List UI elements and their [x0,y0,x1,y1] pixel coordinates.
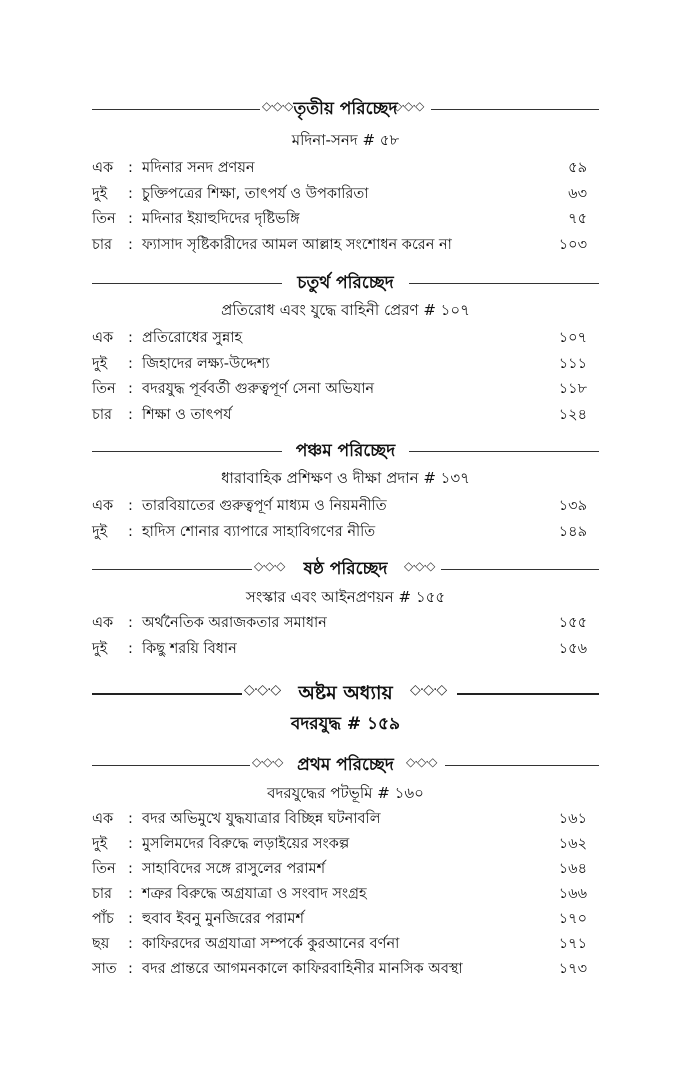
section-subtitle: প্রতিরোধ এবং যুদ্ধে বাহিনী প্রেরণ # ১০৭ [221,301,470,319]
entry-page: ১০৭ [558,330,587,346]
entry-number: চার [92,407,113,423]
ornament-icon: ◇·◇·◇ [410,682,447,698]
entry-title: বদরযুদ্ধ পূর্ববর্তী গুরুত্বপূর্ণ সেনা অভিযান [142,381,375,397]
entry-title: সাহাবিদের সঙ্গে রাসুলের পরামর্শ [142,861,326,877]
entry-number: এক [92,160,114,176]
entry-title: হাদিস শোনার ব্যাপারে সাহাবিগণের নীতি [142,524,376,540]
entry-number: তিন [92,381,116,397]
section-heading [92,752,599,780]
section-subtitle: সংস্কার এবং আইনপ্রণয়ন # ১৫৫ [245,588,446,606]
entry-page: ৫৯ [568,160,587,176]
entry-page: ১০৩ [558,237,587,253]
entry-number: সাত [92,961,117,977]
entry-page: ১১৮ [558,381,587,397]
section-subtitle: মদিনা-সনদ # ৫৮ [291,131,400,149]
entry-title: মদিনার সনদ প্রণয়ন [142,160,255,176]
toc-entry[interactable]: দুই : হাদিস শোনার ব্যাপারে সাহাবিগণের নীতি ১৪৯ [92,521,599,543]
entry-number: চার [92,886,113,902]
section-subtitle: ধারাবাহিক প্রশিক্ষণ ও দীক্ষা প্রদান # ১৩৭ [221,469,470,487]
toc-entry[interactable]: চার : শত্রুর বিরুদ্ধে অগ্রযাত্রা ও সংবাদ সংগ্রহ ১৬৬ [92,883,599,905]
section-heading [92,270,599,298]
entry-number: তিন [92,211,116,227]
entry-number: তিন [92,861,116,877]
ornament-icon: ◇·◇·◇ [262,99,293,113]
toc-entry[interactable]: চার : শিক্ষা ও তাৎপর্য ১২৪ [92,404,599,426]
entry-title: কিছু শরয়ি বিধান [142,641,237,657]
toc-entry[interactable]: এক : তারবিয়াতের গুরুত্বপূর্ণ মাধ্যম ও নিয়মনীতি ১৩৯ [92,495,599,517]
entry-page: ৭৫ [568,211,587,227]
entry-page: ১৫৬ [558,641,587,657]
ornament-icon: ◇·◇·◇ [252,755,283,769]
entry-number: দুই [92,836,108,852]
entry-number: পাঁচ [92,911,114,927]
entry-title: শিক্ষা ও তাৎপর্য [142,407,232,423]
entry-page: ৬৩ [568,186,587,202]
entry-number: এক [92,330,114,346]
entry-title: তারবিয়াতের গুরুত্বপূর্ণ মাধ্যম ও নিয়মনীতি [142,498,387,514]
section-title: পঞ্চম পরিচ্ছেদ [295,441,396,461]
entry-page: ১৫৫ [558,615,587,631]
entry-page: ১৭১ [558,936,587,952]
entry-number: ছয় [92,936,110,952]
entry-title: হুবাব ইবনু মুনজিরের পরামর্শ [142,911,304,927]
ornament-icon: ◇·◇·◇ [244,682,281,698]
section-title: চতুর্থ পরিচ্ছেদ [297,273,394,293]
toc-entry[interactable]: তিন : বদরযুদ্ধ পূর্ববর্তী গুরুত্বপূর্ণ সেনা অভিযান ১১৮ [92,378,599,400]
section-subtitle: বদরযুদ্ধের পটভূমি # ১৬০ [267,784,424,802]
entry-number: দুই [92,356,108,372]
toc-entry[interactable]: ছয় : কাফিরদের অগ্রযাত্রা সম্পর্কে কুরআনের বর্ণনা ১৭১ [92,933,599,955]
entry-page: ১৭০ [558,911,587,927]
toc-entry[interactable]: এক : প্রতিরোধের সুন্নাহ ১০৭ [92,327,599,349]
entry-title: শত্রুর বিরুদ্ধে অগ্রযাত্রা ও সংবাদ সংগ্রহ [142,886,367,902]
entry-page: ১৬২ [558,836,587,852]
toc-entry[interactable]: দুই : জিহাদের লক্ষ্য-উদ্দেশ্য ১১১ [92,353,599,375]
entry-title: কাফিরদের অগ্রযাত্রা সম্পর্কে কুরআনের বর্ণনা [142,936,400,952]
entry-number: এক [92,498,114,514]
toc-entry[interactable]: তিন : মদিনার ইয়াহুদিদের দৃষ্টিভঙ্গি ৭৫ [92,208,599,230]
entry-number: চার [92,237,113,253]
entry-title: বদর অভিমুখে যুদ্ধযাত্রার বিচ্ছিন্ন ঘটনাবলি [142,811,381,827]
section-title: ষষ্ঠ পরিচ্ছেদ [303,559,388,579]
section-heading [92,438,599,466]
entry-number: এক [92,811,114,827]
toc-entry[interactable]: তিন : সাহাবিদের সঙ্গে রাসুলের পরামর্শ ১৬৪ [92,858,599,880]
entry-page: ১৬১ [558,811,587,827]
toc-entry[interactable]: পাঁচ : হুবাব ইবনু মুনজিরের পরামর্শ ১৭০ [92,908,599,930]
entry-title: জিহাদের লক্ষ্য-উদ্দেশ্য [142,356,270,372]
entry-number: দুই [92,641,108,657]
toc-entry[interactable]: দুই : কিছু শরয়ি বিধান ১৫৬ [92,638,599,660]
toc-entry[interactable]: সাত : বদর প্রান্তরে আগমনকালে কাফিরবাহিনীর মানসিক অবস্থা ১৭৩ [92,958,599,980]
section-heading [92,556,599,584]
ornament-icon: ◇·◇·◇ [254,559,285,573]
chapter-subtitle: বদরযুদ্ধ # ১৫৯ [290,714,401,734]
entry-page: ১৪৯ [558,524,587,540]
entry-page: ১৬৬ [558,886,587,902]
entry-title: চুক্তিপত্রের শিক্ষা, তাৎপর্য ও উপকারিতা [142,186,369,202]
section-title: প্রথম পরিচ্ছেদ [297,755,394,775]
entry-title: ফ্যাসাদ সৃষ্টিকারীদের আমল আল্লাহ সংশোধন করেন না [142,237,452,253]
entry-number: এক [92,615,114,631]
ornament-icon: ◇·◇·◇ [404,559,435,573]
entry-page: ১১১ [558,356,587,372]
entry-title: প্রতিরোধের সুন্নাহ [142,330,243,346]
chapter-heading [92,676,599,710]
ornament-icon: ◇·◇·◇ [393,99,424,113]
toc-entry[interactable]: এক : অর্থনৈতিক অরাজকতার সমাধান ১৫৫ [92,612,599,634]
section-heading [92,96,599,124]
entry-title: মুসলিমদের বিরুদ্ধে লড়াইয়ের সংকল্প [142,836,350,852]
entry-title: মদিনার ইয়াহুদিদের দৃষ্টিভঙ্গি [142,211,300,227]
toc-entry[interactable]: চার : ফ্যাসাদ সৃষ্টিকারীদের আমল আল্লাহ সংশোধন করেন না ১০৩ [92,234,599,256]
entry-page: ১২৪ [558,407,587,423]
entry-page: ১৭৩ [558,961,587,977]
toc-entry[interactable]: দুই : চুক্তিপত্রের শিক্ষা, তাৎপর্য ও উপকারিতা ৬৩ [92,183,599,205]
toc-entry[interactable]: দুই : মুসলিমদের বিরুদ্ধে লড়াইয়ের সংকল্প ১৬২ [92,833,599,855]
entry-title: বদর প্রান্তরে আগমনকালে কাফিরবাহিনীর মানসিক অবস্থা [142,961,463,977]
entry-page: ১৬৪ [558,861,587,877]
section-title: তৃতীয় পরিচ্ছেদ [293,99,398,119]
entry-number: দুই [92,186,108,202]
toc-entry[interactable]: এক : বদর অভিমুখে যুদ্ধযাত্রার বিচ্ছিন্ন ঘটনাবলি ১৬১ [92,808,599,830]
entry-number: দুই [92,524,108,540]
entry-page: ১৩৯ [558,498,587,514]
entry-title: অর্থনৈতিক অরাজকতার সমাধান [142,615,327,631]
toc-entry[interactable]: এক : মদিনার সনদ প্রণয়ন ৫৯ [92,157,599,179]
ornament-icon: ◇·◇·◇ [406,755,437,769]
chapter-title: অষ্টম অধ্যায় [298,682,393,704]
